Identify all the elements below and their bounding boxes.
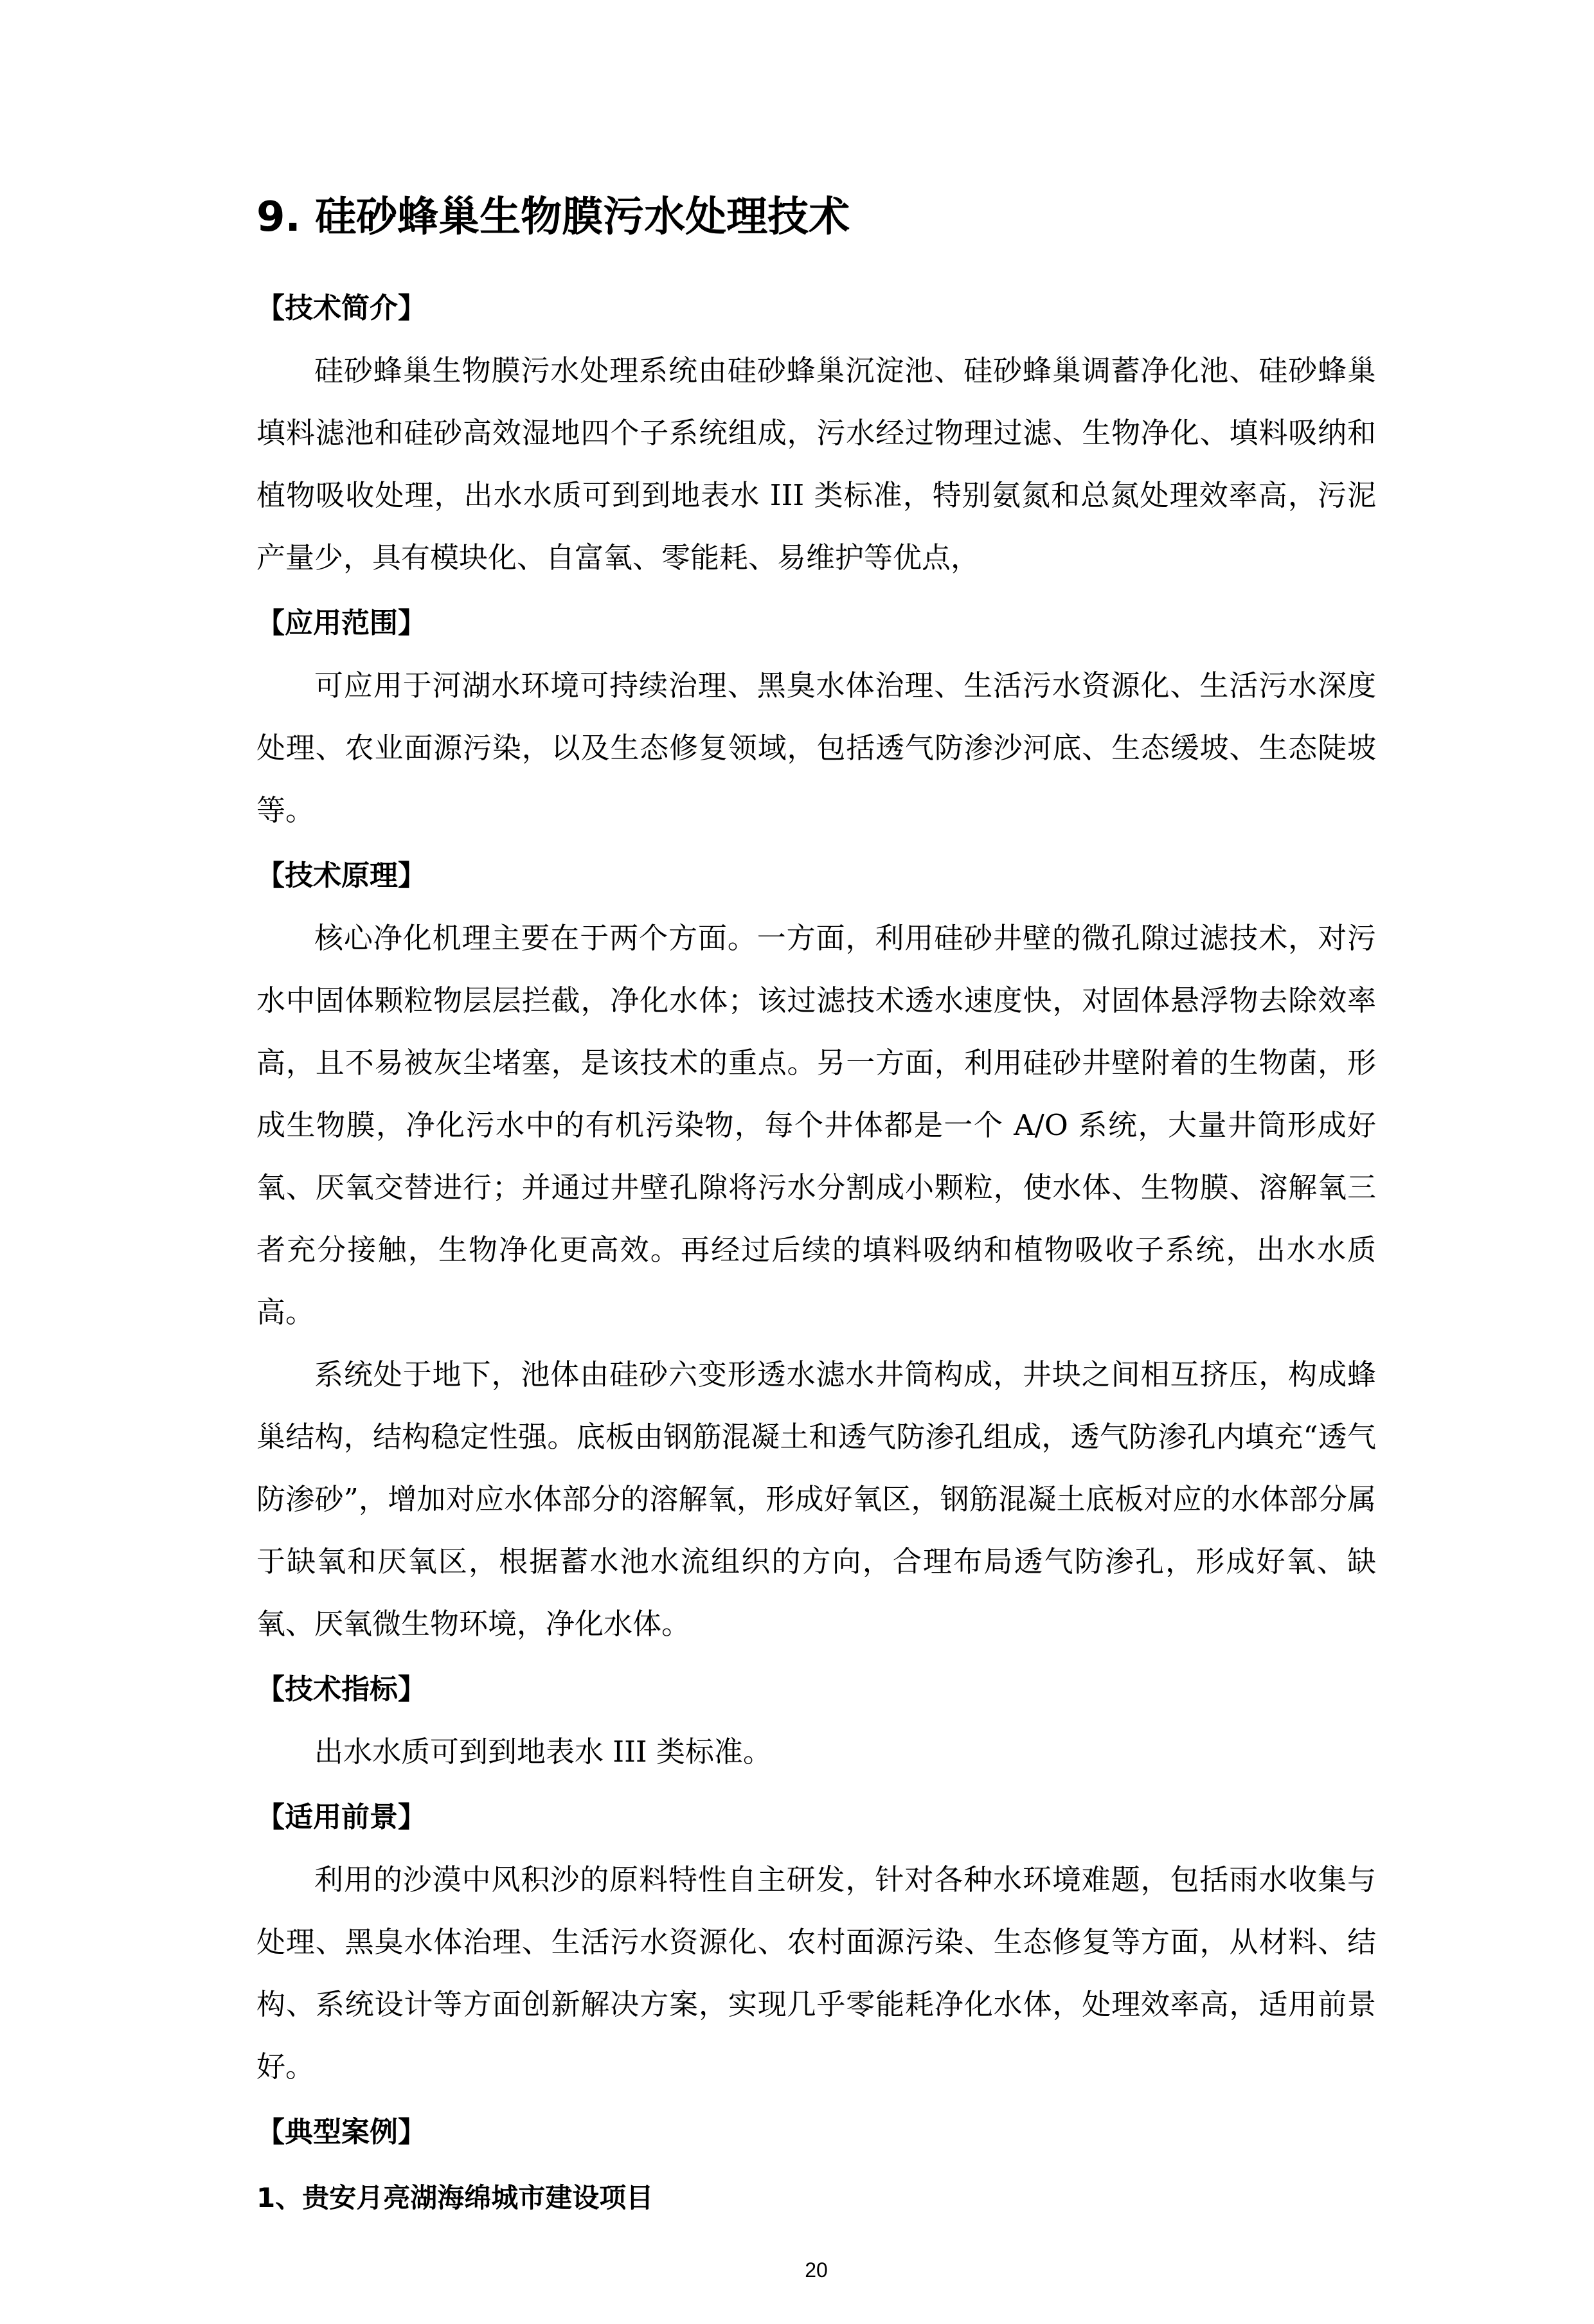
prospect-paragraph: 利用的沙漠中风积沙的原料特性自主研发，针对各种水环境难题，包括雨水收集与处理、黑臭水体治理、生活污水资源化、农村面源污染、生态修复等方面，从材料、结构、系统设计等方面创新解决方案，实现几乎零能耗净化水体，处理效率高，适用前景好。: [256, 1863, 1376, 2084]
intro-paragraph: 硅砂蜂巢生物膜污水处理系统由硅砂蜂巢沉淀池、硅砂蜂巢调蓄净化池、硅砂蜂巢填料滤池和硅砂高效湿地四个子系统组成，污水经过物理过滤、生物净化、填料吸纳和植物吸收处理，出水水质可到到地表水 III 类标准，特别氨氮和总氮处理效率高，污泥产量少，具有模块化、自富氧、零能耗、易维护等优点，: [256, 353, 1376, 575]
section-heading-indicators: 【技术指标】: [256, 1673, 426, 1706]
page-title: 9. 硅砂蜂巢生物膜污水处理技术: [256, 193, 850, 241]
scope-paragraph: 可应用于河湖水环境可持续治理、黑臭水体治理、生活污水资源化、生活污水深度处理、农业面源污染，以及生态修复领域，包括透气防渗沙河底、生态缓坡、生态陡坡等。: [256, 668, 1376, 827]
section-heading-principle: 【技术原理】: [256, 859, 426, 892]
section-heading-cases: 【典型案例】: [256, 2116, 426, 2149]
section-heading-intro: 【技术简介】: [256, 292, 426, 325]
principle-paragraph-2: 系统处于地下，池体由硅砂六变形透水滤水井筒构成，井块之间相互挤压，构成蜂巢结构，结构稳定性强。底板由钢筋混凝土和透气防渗孔组成，透气防渗孔内填充“透气防渗砂”，增加对应水体部分的溶解氧，形成好氧区，钢筋混凝土底板对应的水体部分属于缺氧和厌氧区，根据蓄水池水流组织的方向，合理布局透气防渗孔，形成好氧、缺氧、厌氧微生物环境，净化水体。: [256, 1357, 1376, 1641]
case-item-1: 1、贵安月亮湖海绵城市建设项目: [256, 2182, 654, 2213]
indicators-paragraph: 出水水质可到到地表水 III 类标准。: [314, 1735, 772, 1769]
principle-paragraph-1: 核心净化机理主要在于两个方面。一方面，利用硅砂井壁的微孔隙过滤技术，对污水中固体颗粒物层层拦截，净化水体；该过滤技术透水速度快，对固体悬浮物去除效率高，且不易被灰尘堵塞，是该技术的重点。另一方面，利用硅砂井壁附着的生物菌，形成生物膜，净化污水中的有机污染物，每个井体都是一个 A/O 系统，大量井筒形成好氧、厌氧交替进行；并通过井壁孔隙将污水分割成小颗粒，使水体、生物膜、溶解氧三者充分接触，生物净化更高效。再经过后续的填料吸纳和植物吸收子系统，出水水质高。: [256, 921, 1376, 1329]
section-heading-scope: 【应用范围】: [256, 607, 426, 639]
section-heading-prospect: 【适用前景】: [256, 1801, 426, 1834]
page-number: 20: [805, 2258, 828, 2282]
